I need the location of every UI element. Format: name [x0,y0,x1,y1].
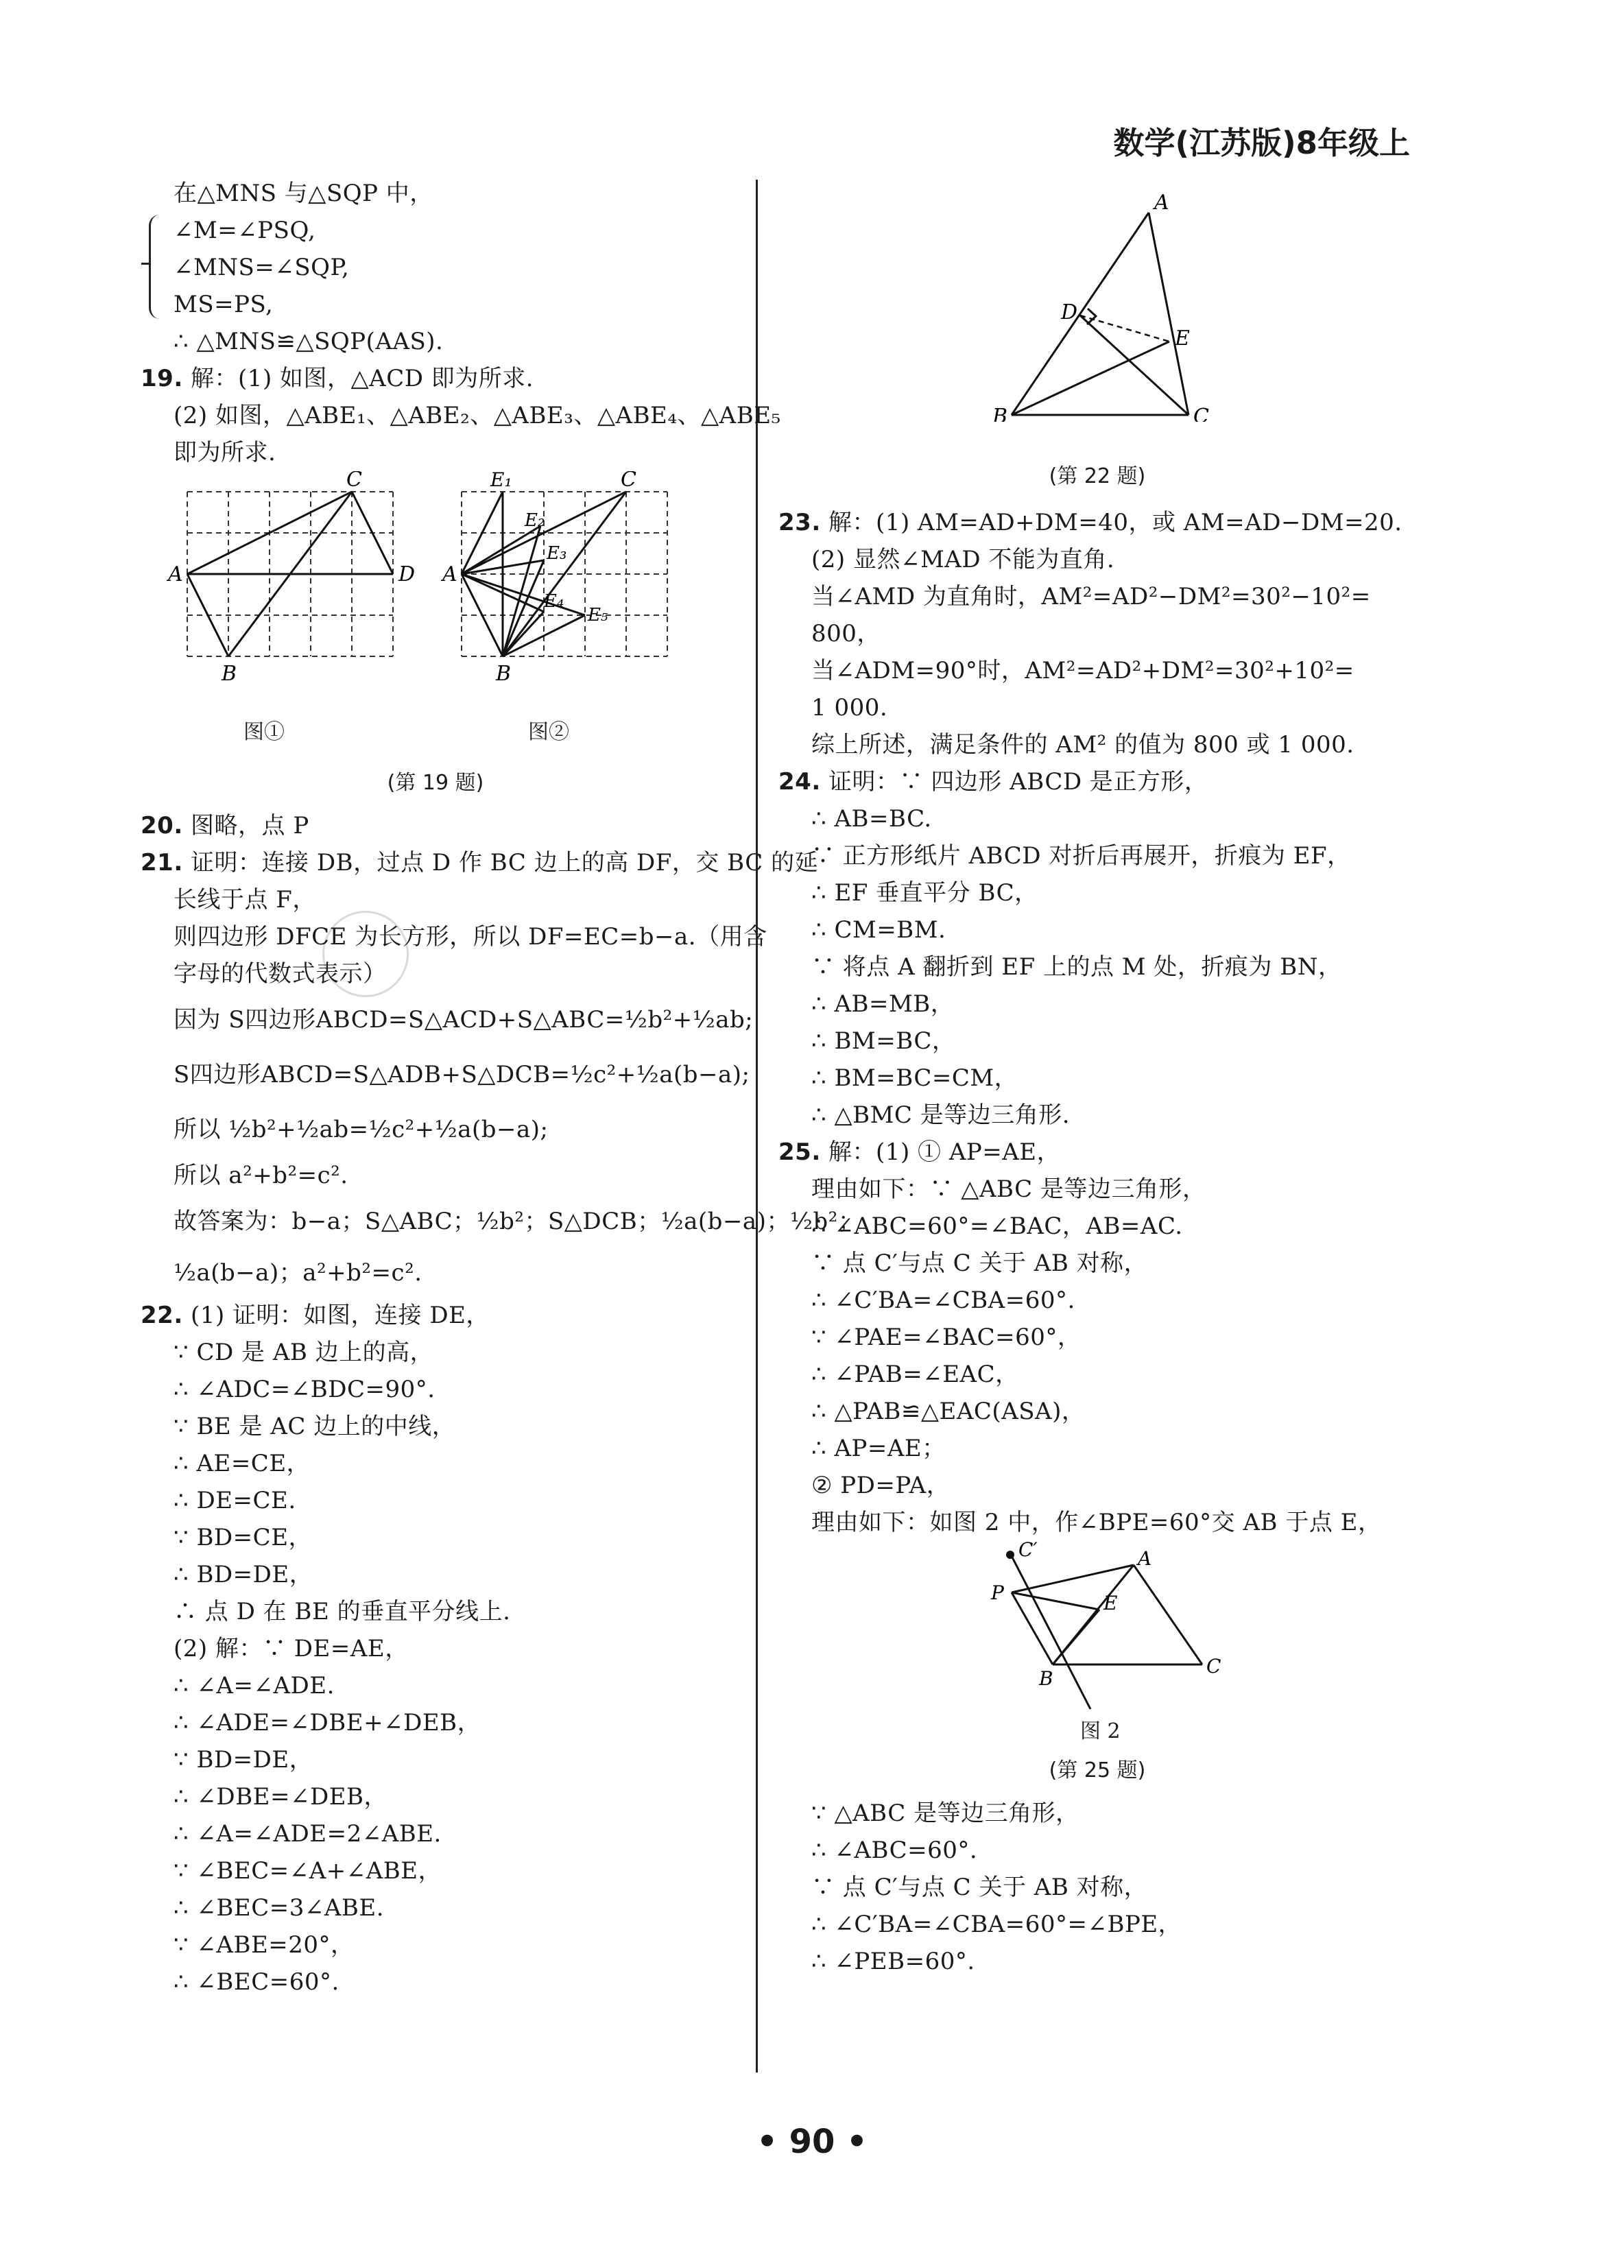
text-line: ∴ ∠PAB=∠EAC， [811,1361,1019,1388]
point-label: D [398,562,416,586]
text-line: (2) 如图，△ABE₁、△ABE₂、△ABE₃、△ABE₄、△ABE₅ [174,402,781,429]
question-number: 25. [778,1138,821,1166]
text-line: ∵ 点 C′与点 C 关于 AB 对称， [811,1250,1148,1277]
text-line: 即为所求. [174,439,276,466]
page-header: 数学(江苏版)8年级上 [1113,125,1410,161]
point-label: A [442,562,457,586]
text-line: ∠MNS=∠SQP, [174,254,350,281]
point-label: B [1039,1667,1053,1690]
text-line: ∵ 将点 A 翻折到 EF 上的点 M 处，折痕为 BN， [811,953,1342,981]
point-label: C [346,471,362,492]
point-label: C [1193,405,1209,422]
figure-caption: (第 22 题) [1049,464,1146,488]
point-label: C [1206,1655,1221,1678]
text-line: 当∠ADM=90°时，AM²=AD²+DM²=30²+10²= [811,657,1354,684]
text-line: ∴ ∠PEB=60°. [811,1948,975,1975]
question-number: 21. [141,849,183,876]
text-line: ∴ EF 垂直平分 BC， [811,879,1038,907]
point-label: D [1061,300,1078,324]
point-label: A [1138,1547,1152,1570]
point-label: E [1103,1592,1118,1614]
text-line: ∴ ∠ABC=60°=∠BAC，AB=AC. [811,1213,1183,1240]
point-label: P [991,1581,1004,1604]
text-line: ∴ AB=MB， [811,990,955,1018]
text-line: ∴ AE=CE， [174,1450,311,1477]
text-line: 则四边形 DFCE 为长方形，所以 DF=EC=b−a.（用含 [174,923,767,951]
text-line: (2) 显然∠MAD 不能为直角. [811,546,1115,573]
formula-line: 所以 ½b²+½ab=½c²+½a(b−a); [174,1116,549,1143]
point-label: E₁ [490,471,512,491]
text-line: ∴ DE=CE. [174,1487,296,1514]
subfigure-label: 图 2 [1080,1719,1121,1743]
text-line: 图略，点 P [191,812,309,839]
question-number: 20. [141,812,183,839]
text-line: ∵ BD=CE， [174,1524,313,1551]
text-line: ∵ CD 是 AB 边上的高， [174,1339,434,1366]
condition-brace [141,212,730,323]
figure-25-diagram [778,1541,1416,1712]
subfigure-label: 图② [528,720,569,744]
text-line: 综上所述，满足条件的 AM² 的值为 800 或 1 000. [811,731,1354,759]
formula-line: 故答案为：b−a；S△ABC；½b²；S△DCB；½a(b−a)；½b²； [174,1208,862,1235]
figure-22 [778,175,1416,449]
point-label: A [168,562,183,586]
text-line: ∴ △BMC 是等边三角形. [811,1101,1071,1129]
text-line: ∴ BM=BC， [811,1027,956,1055]
point-label: E₄ [544,591,564,612]
text-line: ∵ 正方形纸片 ABCD 对折后再展开，折痕为 EF， [811,842,1351,870]
text-line: 800， [811,620,881,647]
text-line: ∵ ∠BEC=∠A+∠ABE， [174,1857,442,1885]
formula-line: S四边形ABCD=S△ADB+S△DCB=½c²+½a(b−a); [174,1061,750,1088]
text-line: ∵ △ABC 是等边三角形， [811,1800,1079,1827]
point-label: B [496,662,512,686]
point-label: C′ [1018,1541,1038,1561]
question-number: 22. [141,1302,183,1329]
point-label: E₂ [525,510,545,531]
text-line: ∴ ∠ABC=60°. [811,1837,978,1864]
text-line: ∴ △MNS≌△SQP(AAS). [174,328,444,355]
text-line: 1 000. [811,694,888,721]
formula-line: 因为 S四边形ABCD=S△ACD+S△ABC=½b²+½ab; [174,1006,754,1034]
text-line: ∴ ∠A=∠ADE. [174,1672,335,1699]
figure-caption: (第 19 题) [387,771,484,795]
text-line: ∵ BD=DE， [174,1746,313,1774]
point-label: E₃ [547,543,567,564]
question-number: 19. [141,365,183,392]
figure-19 [141,471,730,759]
point-label: A [1154,191,1169,215]
formula-line: 所以 a²+b²=c². [174,1162,348,1189]
text-line: 解：(1) AM=AD+DM=40，或 AM=AD−DM=20. [828,509,1402,536]
page-number: • 90 • [756,2123,868,2161]
text-line: ∴ ∠C′BA=∠CBA=60°=∠BPE， [811,1911,1182,1938]
text-line: MS=PS, [174,291,274,318]
text-line: 理由如下：如图 2 中，作∠BPE=60°交 AB 于点 E， [811,1509,1382,1536]
subfigure-label: 图① [243,720,285,744]
text-line: 证明：∵ 四边形 ABCD 是正方形， [828,768,1208,796]
text-line: ∴ ∠BEC=60°. [174,1968,339,1996]
figure-19-diagram [141,471,730,718]
text-line: (2) 解：∵ DE=AE， [174,1635,409,1662]
figure-22-diagram [778,175,1416,422]
text-line: ∴ ∠ADE=∠DBE+∠DEB， [174,1709,481,1736]
text-line: 解：(1) ① AP=AE， [828,1138,1061,1166]
text-line: ∵ BE 是 AC 边上的中线， [174,1413,456,1440]
text-line: ∴ ∠ADC=∠BDC=90°. [174,1376,435,1403]
figure-caption: (第 25 题) [1049,1758,1146,1782]
figure-25 [778,1541,1416,1747]
point-label: E₅ [588,605,608,625]
text-line: ∴ BM=BC=CM， [811,1064,1018,1092]
text-line: ∴ 点 D 在 BE 的垂直平分线上. [174,1598,511,1625]
text-line: ∴ CM=BM. [811,916,946,944]
brace-symbol [149,215,162,319]
text-line: ∴ BD=DE， [174,1561,313,1588]
text-line: 解：(1) 如图，△ACD 即为所求. [191,365,534,392]
right-column [778,175,1416,1980]
text-line: 在△MNS 与△SQP 中， [174,180,433,207]
point-label: B [992,405,1008,422]
text-line: 当∠AMD 为直角时，AM²=AD²−DM²=30²−10²= [811,583,1371,610]
point-label: E [1175,326,1190,350]
point-marker [1006,1551,1014,1559]
text-line: ∴ AB=BC. [811,805,932,833]
text-line: ∵ 点 C′与点 C 关于 AB 对称， [811,1874,1148,1901]
question-number: 23. [778,509,821,536]
text-line: (1) 证明：如图，连接 DE， [191,1302,490,1329]
text-line: 长线于点 F， [174,886,316,914]
text-line: ② PD=PA， [811,1472,951,1499]
text-line: 理由如下：∵ △ABC 是等边三角形， [811,1175,1206,1203]
text-line: ∴ ∠A=∠ADE=2∠ABE. [174,1820,442,1848]
text-line: ∠M=∠PSQ, [174,217,316,244]
formula-line: ½a(b−a)；a²+b²=c². [174,1259,422,1287]
text-line: ∵ ∠ABE=20°， [174,1931,355,1959]
text-line: 证明：连接 DB，过点 D 作 BC 边上的高 DF，交 BC 的延 [191,849,819,876]
point-label: B [222,662,237,686]
text-line: ∴ AP=AE； [811,1435,946,1462]
question-number: 24. [778,768,821,796]
text-line: ∴ ∠DBE=∠DEB， [174,1783,388,1811]
text-line: ∵ ∠PAE=∠BAC=60°， [811,1324,1082,1351]
text-line: ∴ ∠C′BA=∠CBA=60°. [811,1287,1075,1314]
text-line: 字母的代数式表示） [174,960,387,988]
text-line: ∴ △PAB≌△EAC(ASA)， [811,1398,1086,1425]
text-line: ∴ ∠BEC=3∠ABE. [174,1894,385,1922]
column-divider [756,180,758,2073]
point-label: C [621,471,636,492]
